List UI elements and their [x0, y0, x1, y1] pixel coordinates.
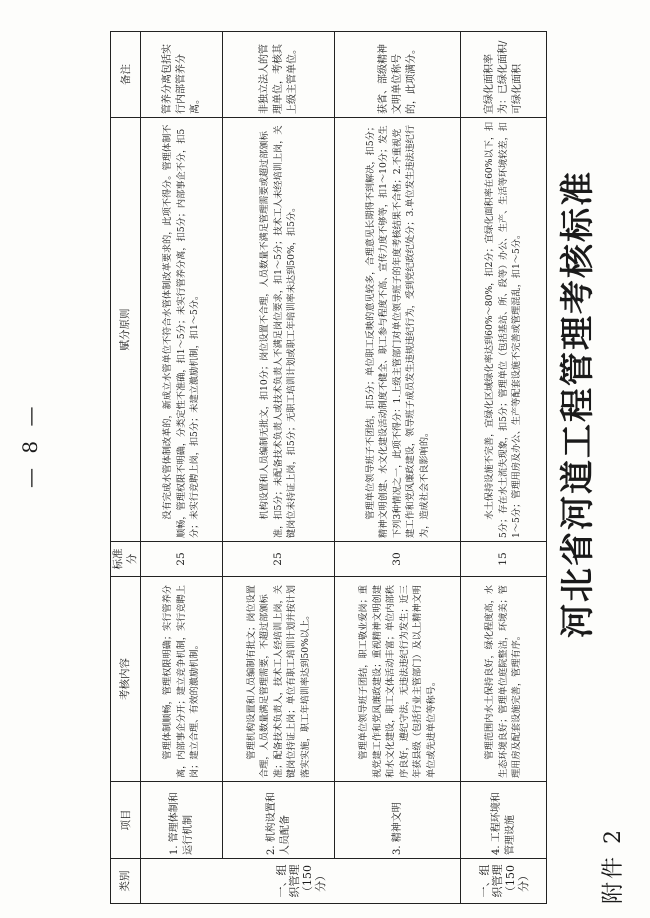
- table-row: [223, 32, 335, 904]
- annex-label: 附件 2: [601, 827, 626, 904]
- row-rules: 没有完成水管体制改革的，新成立水管单位不符合水管体制改革要求的，此项不得分。管理体制不顺畅，管理权限不明确，分类定性不准确，扣1～5分；未实行管养分离，扣5分；内部事企不分，扣5分；未实行竞聘上岗，扣5分；未建立激励机制，扣1～5分。: [141, 118, 223, 542]
- assessment-table: [110, 31, 547, 904]
- table-row: [335, 32, 461, 904]
- header-note: 备注: [111, 32, 141, 118]
- row-rules: 水土保持设施不完善，宜绿化区域绿化率达到60%～80%，扣2分；宜绿化面积率在60%以下，扣5分；存在水土流失现象，扣5分；管理单位（包括基站、所、段等）办公、生产、生活等环境较差，扣1～5分；管理用房及办公、生产等配套设施不完善或管理混乱，扣1～5分。: [461, 118, 547, 542]
- row-score: 25: [141, 542, 223, 577]
- row-rules: 管理单位领导班子不团结，扣5分；单位职工反映的意见较多，合理意见长期得不到解决，扣5分；精神文明创建、水文化建设活动制度不健全、职工参与程度不高、宣传力度不够等，扣1～10分；发生下列3种情况之一，此项不得分：1.上级主管部门对单位领导班子的年度考核结果不合格；2.不重视党建工作和党风廉政建设，领导班子成员发生违规违纪行为，受到党纪政纪处分；3.单位发生违法违纪行为，造成社会不良影响的。: [335, 118, 461, 542]
- category-cell: 一、组织管理（150分）: [461, 859, 547, 904]
- row-note: 宜绿化面积率为：已绿化面积/可绿化面积: [461, 32, 547, 118]
- table-row: [141, 32, 223, 904]
- row-note: 管养分离包括实行内部管养分离。: [141, 32, 223, 118]
- header-score: 标准分: [111, 542, 141, 577]
- row-note: 非独立法人的管理单位，考核其上级主管单位。: [223, 32, 335, 118]
- row-content: 管理体制顺畅，管理权限明确；实行管养分离，内部事企分开；建立竞争机制，实行竞聘上岗；建立合理、有效的激励机制。: [141, 577, 223, 782]
- row-score: 15: [461, 542, 547, 577]
- row-score: 25: [223, 542, 335, 577]
- row-content: 管理单位领导班子团结，职工敬业爱岗；重视党建工作和党风廉政建设；重视精神文明创建和水文化建设，职工文体活动丰富；单位内部秩序良好，遵纪守法，无违法违纪行为发生；近三年获县级（包括行业主管部门）及以上精神文明单位或先进单位等称号。: [335, 577, 461, 782]
- row-content: 管理机构设置和人员编制有批文；岗位设置合理，人员数量满足管理需要，不超过部颁标准；配备技术负责人，技术工人经培训上岗，关键岗位持证上岗；单位有职工培训计划并按计划落实实施，职工年培训率达到50%以上。: [223, 577, 335, 782]
- row-item: 4. 工程环境和管理设施: [461, 782, 547, 859]
- row-content: 管理范围内水土保持良好，绿化程度高，水生态环境良好；管理单位庭院整洁，环境美；管理用房及配套设施完善，管理有序。: [461, 577, 547, 782]
- row-score: 30: [335, 542, 461, 577]
- category-cell: 一、组织管理（150分）: [141, 859, 461, 904]
- header-rules: 赋分原则: [111, 118, 141, 542]
- header-item: 项目: [111, 782, 141, 859]
- page-number: — 8 —: [18, 402, 42, 488]
- row-rules: 机构设置和人员编制无批文，扣10分；岗位设置不合理，人员数量不满足管理需要或超过部颁标准，扣5分；未配备技术负责人或技术负责人不满足岗位要求，扣1～5分；技术工人未经培训上岗，关键岗位未持证上岗，扣5分；无职工培训计划或职工年培训率未达到50%，扣5分。: [223, 118, 335, 542]
- row-item: 3. 精神文明: [335, 782, 461, 859]
- row-note: 获省、部级精神文明单位称号的，此项满分。: [335, 32, 461, 118]
- row-item: 2. 机构设置和人员配备: [223, 782, 335, 859]
- row-item: 1. 管理体制和运行机制: [141, 782, 223, 859]
- document-title: 河北省河道工程管理考核标准: [558, 170, 598, 638]
- header-category: 类别: [111, 859, 141, 904]
- header-content: 考核内容: [111, 577, 141, 782]
- table-header-row: [111, 32, 141, 904]
- table-row: [461, 32, 547, 904]
